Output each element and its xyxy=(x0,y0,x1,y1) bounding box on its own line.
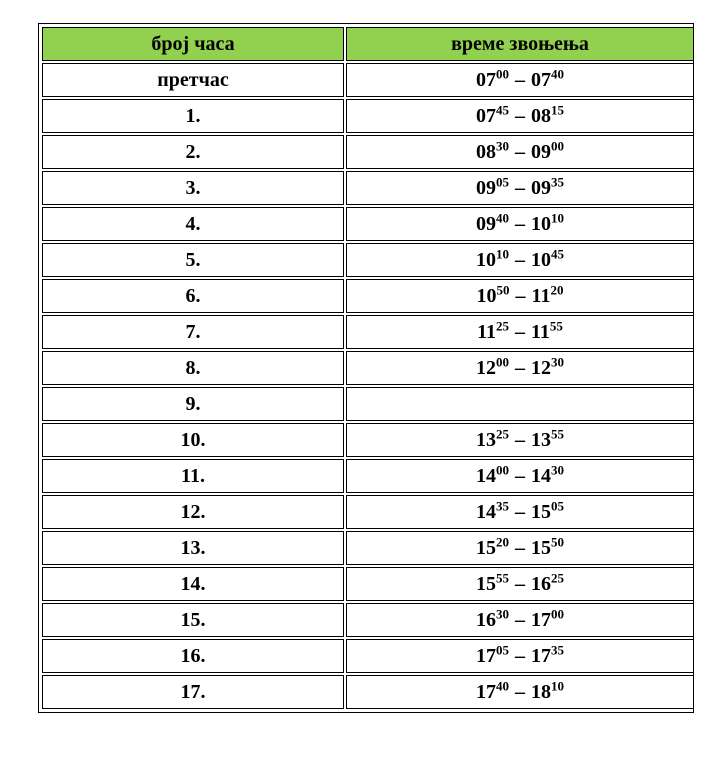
bell-time-cell xyxy=(346,603,694,637)
lesson-number-cell: 3. xyxy=(42,171,344,205)
table-row xyxy=(42,135,694,169)
end-minute: 10 xyxy=(551,209,564,225)
start-hour: 07 xyxy=(476,68,496,91)
lesson-number-cell: 1. xyxy=(42,99,344,133)
bell-time-cell xyxy=(346,495,694,529)
table-row xyxy=(42,495,694,529)
end-minute: 35 xyxy=(551,641,564,657)
table-row xyxy=(42,207,694,241)
start-hour: 13 xyxy=(476,428,496,451)
table-row xyxy=(42,171,694,205)
table-row xyxy=(42,387,694,421)
table-row xyxy=(42,567,694,601)
lesson-number-cell: претчас xyxy=(42,63,344,97)
start-hour: 07 xyxy=(476,104,496,127)
time-separator: – xyxy=(515,140,525,163)
start-hour: 17 xyxy=(476,680,496,703)
lesson-number-cell: 13. xyxy=(42,531,344,565)
start-hour: 08 xyxy=(476,140,496,163)
table-row xyxy=(42,279,694,313)
bell-time-cell xyxy=(346,675,694,709)
bell-time-header: време звоњења xyxy=(346,27,694,61)
header-row xyxy=(42,27,694,61)
table-row xyxy=(42,639,694,673)
table-row xyxy=(42,423,694,457)
table-row xyxy=(42,603,694,637)
start-hour: 12 xyxy=(476,356,496,379)
lesson-number-cell: 14. xyxy=(42,567,344,601)
end-hour: 10 xyxy=(531,212,551,235)
end-minute: 20 xyxy=(550,281,564,297)
end-minute: 45 xyxy=(551,245,564,261)
lesson-number-cell: 16. xyxy=(42,639,344,673)
lesson-number-cell: 7. xyxy=(42,315,344,349)
bell-time-cell xyxy=(346,243,694,277)
start-minute: 05 xyxy=(496,173,509,189)
end-minute: 15 xyxy=(551,101,564,117)
end-hour: 09 xyxy=(531,176,551,199)
bell-time-cell xyxy=(346,531,694,565)
table-row xyxy=(42,531,694,565)
start-minute: 00 xyxy=(496,353,509,369)
lesson-number-cell: 4. xyxy=(42,207,344,241)
start-hour: 17 xyxy=(476,644,496,667)
end-minute: 10 xyxy=(551,677,564,693)
time-separator: – xyxy=(515,464,525,487)
end-minute: 30 xyxy=(551,461,564,477)
end-minute: 55 xyxy=(551,425,564,441)
time-separator: – xyxy=(515,428,525,451)
bell-time-cell xyxy=(346,567,694,601)
bell-time-cell xyxy=(346,63,694,97)
end-minute: 55 xyxy=(549,317,563,333)
table-row xyxy=(42,351,694,385)
start-minute: 25 xyxy=(496,317,509,333)
lesson-number-cell: 15. xyxy=(42,603,344,637)
time-separator: – xyxy=(515,608,525,631)
end-hour: 16 xyxy=(531,572,551,595)
end-hour: 18 xyxy=(531,680,551,703)
end-minute: 25 xyxy=(551,569,564,585)
end-minute: 30 xyxy=(551,353,564,369)
start-hour: 11 xyxy=(477,320,496,343)
table-row xyxy=(42,675,694,709)
bell-time-cell xyxy=(346,171,694,205)
end-hour: 12 xyxy=(531,356,551,379)
start-hour: 09 xyxy=(476,176,496,199)
lesson-number-cell: 17. xyxy=(42,675,344,709)
end-hour: 08 xyxy=(531,104,551,127)
end-minute: 00 xyxy=(551,137,564,153)
end-minute: 00 xyxy=(551,605,564,621)
bell-time-cell xyxy=(346,207,694,241)
start-minute: 30 xyxy=(496,605,509,621)
end-hour: 17 xyxy=(531,644,551,667)
bell-time-cell xyxy=(346,639,694,673)
end-minute: 35 xyxy=(551,173,564,189)
start-hour: 14 xyxy=(476,500,496,523)
end-hour: 15 xyxy=(531,536,551,559)
start-hour: 15 xyxy=(476,536,496,559)
lesson-number-cell: 11. xyxy=(42,459,344,493)
end-minute: 40 xyxy=(551,65,564,81)
start-minute: 30 xyxy=(496,137,509,153)
time-separator: – xyxy=(515,68,525,91)
end-minute: 50 xyxy=(551,533,564,549)
lesson-number-cell: 9. xyxy=(42,387,344,421)
start-minute: 10 xyxy=(496,245,509,261)
end-hour: 11 xyxy=(531,320,550,343)
start-minute: 40 xyxy=(496,677,509,693)
start-minute: 40 xyxy=(496,209,509,225)
time-separator: – xyxy=(515,356,525,379)
lesson-number-cell: 10. xyxy=(42,423,344,457)
start-minute: 00 xyxy=(496,65,509,81)
lesson-number-header: број часа xyxy=(42,27,344,61)
end-hour: 11 xyxy=(531,284,551,307)
start-hour: 10 xyxy=(476,248,496,271)
lesson-number-cell: 12. xyxy=(42,495,344,529)
end-hour: 13 xyxy=(531,428,551,451)
table-row xyxy=(42,459,694,493)
end-hour: 10 xyxy=(531,248,551,271)
time-separator: – xyxy=(515,176,525,199)
start-minute: 55 xyxy=(496,569,509,585)
start-minute: 45 xyxy=(496,101,509,117)
schedule-body xyxy=(42,63,694,709)
lesson-number-cell: 5. xyxy=(42,243,344,277)
lesson-number-cell: 2. xyxy=(42,135,344,169)
bell-time-cell xyxy=(346,315,694,349)
bell-schedule-table xyxy=(38,23,694,713)
bell-time-cell xyxy=(346,135,694,169)
start-minute: 00 xyxy=(496,461,509,477)
end-hour: 09 xyxy=(531,140,551,163)
end-minute: 05 xyxy=(551,497,564,513)
time-separator: – xyxy=(515,212,525,235)
end-hour: 07 xyxy=(531,68,551,91)
time-separator: – xyxy=(515,644,525,667)
end-hour: 17 xyxy=(531,608,551,631)
start-minute: 05 xyxy=(496,641,509,657)
bell-time-cell xyxy=(346,459,694,493)
end-hour: 14 xyxy=(531,464,551,487)
bell-time-cell xyxy=(346,387,694,421)
table-row xyxy=(42,315,694,349)
start-hour: 16 xyxy=(476,608,496,631)
time-separator: – xyxy=(515,500,525,523)
start-minute: 20 xyxy=(496,533,509,549)
bell-time-cell xyxy=(346,423,694,457)
schedule-grid xyxy=(40,25,696,711)
time-separator: – xyxy=(515,536,525,559)
lesson-number-cell: 8. xyxy=(42,351,344,385)
start-hour: 10 xyxy=(476,284,497,307)
end-hour: 15 xyxy=(531,500,551,523)
start-hour: 09 xyxy=(476,212,496,235)
bell-time-cell xyxy=(346,351,694,385)
start-minute: 25 xyxy=(496,425,509,441)
start-minute: 50 xyxy=(496,281,510,297)
start-hour: 15 xyxy=(476,572,496,595)
table-row xyxy=(42,63,694,97)
bell-time-cell xyxy=(346,99,694,133)
lesson-number-cell: 6. xyxy=(42,279,344,313)
time-separator: – xyxy=(515,572,525,595)
time-separator: – xyxy=(515,284,526,307)
time-separator: – xyxy=(515,680,525,703)
table-row xyxy=(42,243,694,277)
start-hour: 14 xyxy=(476,464,496,487)
bell-time-cell xyxy=(346,279,694,313)
time-separator: – xyxy=(515,104,525,127)
time-separator: – xyxy=(515,248,525,271)
time-separator: – xyxy=(515,320,525,343)
start-minute: 35 xyxy=(496,497,509,513)
table-row xyxy=(42,99,694,133)
